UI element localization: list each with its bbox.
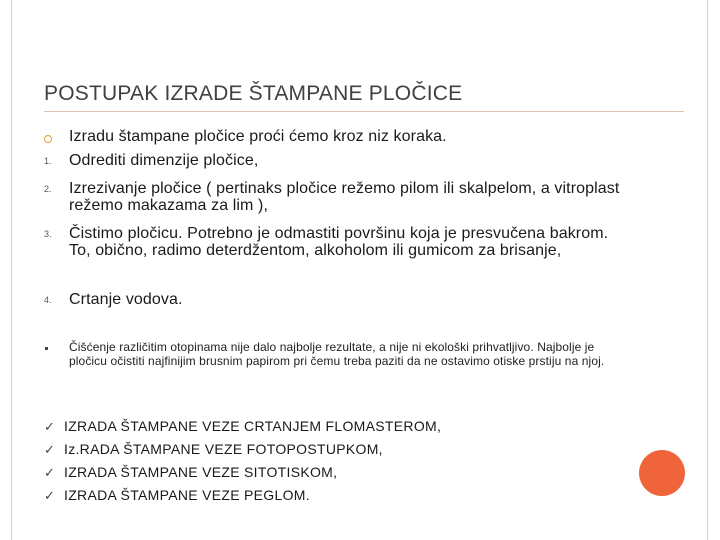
step-text: Čistimo pločicu. Potrebno je odmastiti površinu koja je presvučena bakrom. To, obično, radimo deterdžentom, alkoholom ili gumicom za brisanje, — [69, 225, 609, 259]
method-text: Iz.RADA ŠTAMPANE VEZE FOTOPOSTUPKOM, — [64, 441, 383, 457]
intro-text: Izradu štampane pločice proći ćemo kroz niz koraka. — [69, 128, 447, 145]
step-text: Odrediti dimenzije pločice, — [69, 152, 259, 169]
square-bullet-icon — [44, 341, 66, 352]
ring-bullet-icon — [44, 131, 66, 145]
slide-frame — [11, 0, 708, 540]
slide-title: POSTUPAK IZRADE ŠTAMPANE PLOČICE — [44, 82, 463, 105]
method-text: IZRADA ŠTAMPANE VEZE CRTANJEM FLOMASTEROM, — [64, 418, 442, 434]
checkmark-icon: ✓ — [44, 419, 55, 434]
step-text: Izrezivanje pločice ( pertinaks pločice režemo pilom ili skalpelom, a vitroplast režemo makazama za lim ), — [69, 180, 620, 214]
checkmark-icon: ✓ — [44, 488, 55, 503]
step-number: 1. — [44, 156, 52, 166]
step-text: Crtanje vodova. — [69, 291, 183, 308]
orange-circle-decoration — [639, 450, 685, 496]
checkmark-icon: ✓ — [44, 465, 55, 480]
step-number: 4. — [44, 295, 52, 305]
step-number: 2. — [44, 184, 52, 194]
note-text: Čišćenje različitim otopinama nije dalo najbolje rezultate, a nije ni ekološki prihvatljivo. Najbolje je pločicu očistiti najfinijim brusnim papirom pri čemu treba paziti da ne ostavimo otiske prstiju na njoj. — [69, 340, 605, 368]
title-divider — [44, 111, 684, 112]
step-number: 3. — [44, 229, 52, 239]
checkmark-icon: ✓ — [44, 442, 55, 457]
method-text: IZRADA ŠTAMPANE VEZE PEGLOM. — [64, 487, 310, 503]
method-text: IZRADA ŠTAMPANE VEZE SITOTISKOM, — [64, 464, 338, 480]
